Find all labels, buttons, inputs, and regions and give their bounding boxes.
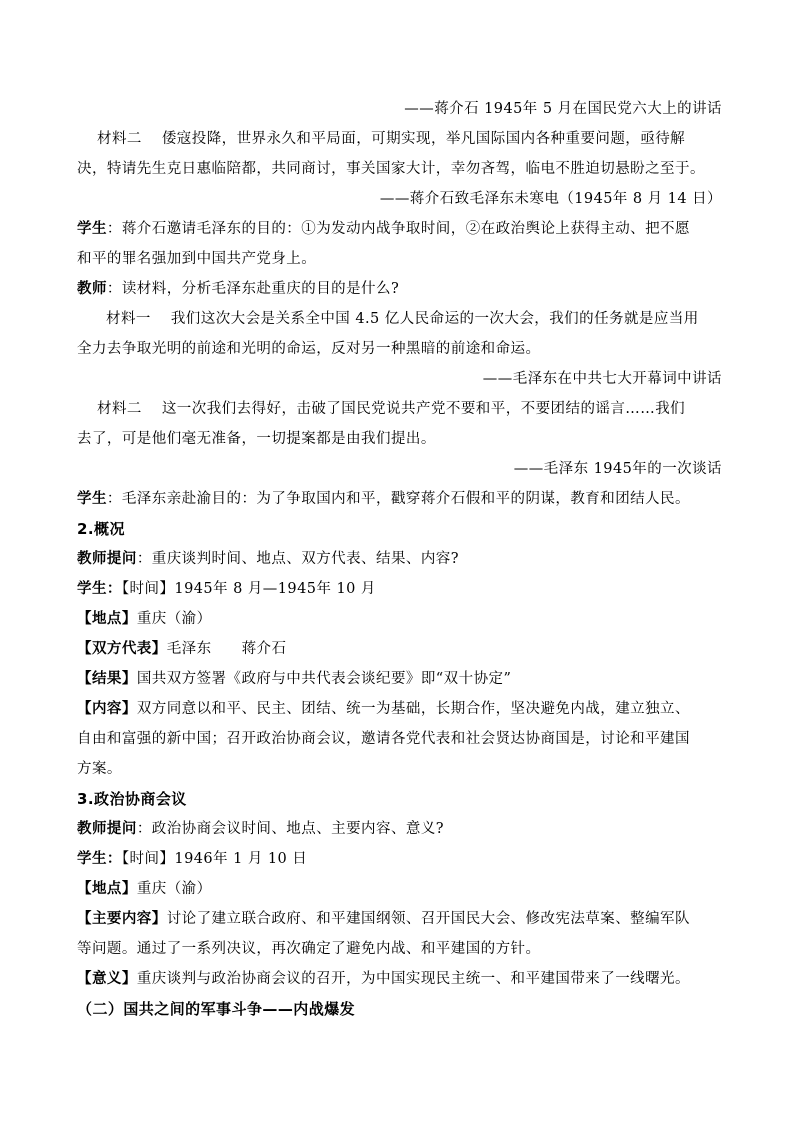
text-line [77,98,722,120]
text-line [77,578,722,600]
text-line [77,668,722,690]
text-line [77,458,722,480]
text-run: 材料二 [97,131,142,147]
text-line [77,698,722,720]
text-line [77,548,722,570]
bold-label: 【主要内容】 [77,910,167,927]
text-line [77,368,722,390]
text-run: 倭寇投降，世界永久和平局面，可期实现，举凡国际国内各种重要问题，亟待解 [161,131,686,147]
bold-label: 教师提问 [77,820,137,837]
text-run: 等问题。通过了一系列决议，再次确定了避免内战、和平建国的方针。 [77,941,541,957]
text-run: 全力去争取光明的前途和光明的命运，反对另一种黑暗的前途和命运。 [77,341,541,357]
text-run: 重庆谈判与政治协商会议的召开，为中国实现民主统一、和平建国带来了一线曙光。 [136,971,690,987]
bold-label: 学生 [77,220,107,237]
text-run: ——蒋介石 1945年 5 月在国民党六大上的讲话 [404,101,722,117]
text-line [77,308,722,330]
text-line [77,398,722,420]
text-run: （二）国共之间的军事斗争——内战爆发 [77,1000,356,1018]
section-heading [77,998,722,1020]
text-line [77,968,722,990]
section-heading [77,788,722,810]
bold-label: 【双方代表】 [77,640,167,657]
text-run: ：重庆谈判时间、地点、双方代表、结果、内容? [136,551,459,567]
text-run: 双方同意以和平、民主、团结、统一为基础，长期合作，坚决避免内战，建立独立、 [136,701,690,717]
bold-label: 【地点】 [77,880,137,897]
text-run: 去了，可是他们毫无准备，一切提案都是由我们提出。 [77,431,436,447]
text-line [77,428,722,450]
bold-label: 学生： [77,850,122,867]
bold-label: 【内容】 [77,700,137,717]
text-run: 重庆（渝） [136,611,212,627]
text-line [77,938,722,960]
text-run: 我们这次大会是关系全中国 4.5 亿人民命运的一次大会，我们的任务就是应当用 [170,311,699,327]
text-run: ：毛泽东亲赴渝目的：为了争取国内和平，戳穿蒋介石假和平的阴谋，教育和团结人民。 [106,491,690,507]
bold-label: 学生： [77,580,122,597]
text-line [77,218,722,240]
text-line [77,488,722,510]
text-line [77,638,722,660]
text-run: 毛泽东 [166,641,212,657]
text-line [77,188,722,210]
text-run: 和平的罪名强加到中国共产党身上。 [77,251,317,267]
text-run: 决，特请先生克日惠临陪都，共同商讨，事关国家大计，幸勿吝驾，临电不胜迫切悬盼之至于。 [77,161,705,177]
text-run: 蒋介石 [241,641,287,657]
text-run: 2.概况 [77,520,125,538]
text-run: 自由和富强的新中国；召开政治协商会议，邀请各党代表和社会贤达协商国是，讨论和平建国 [77,731,690,747]
bold-label: 教师 [77,280,107,297]
text-run: 材料二 [97,401,142,417]
bold-label: 【意义】 [77,970,137,987]
text-line [77,248,722,270]
text-line [77,158,722,180]
text-line [77,848,722,870]
section-heading [77,518,722,540]
text-run: 【时间】1945年 8 月—1945年 10 月 [121,581,376,597]
text-run: 3.政治协商会议 [77,790,187,808]
bold-label: 教师提问 [77,550,137,567]
text-run: ——蒋介石致毛泽东未寒电（1945年 8 月 14 日） [379,191,722,207]
text-line [77,878,722,900]
text-line [77,908,722,930]
text-line [77,128,722,150]
text-line [77,278,722,300]
text-run: ：读材料，分析毛泽东赴重庆的目的是什么? [106,281,400,297]
text-run: 国共双方签署《政府与中共代表会谈纪要》即“双十协定” [136,671,512,687]
document-body [77,98,722,1028]
text-run: 重庆（渝） [136,881,212,897]
text-line [77,818,722,840]
text-run: ：政治协商会议时间、地点、主要内容、意义? [136,821,445,837]
text-run: 【时间】1946年 1 月 10 日 [121,851,308,867]
bold-label: 【地点】 [77,610,137,627]
text-run: 材料一 [106,311,151,327]
text-run: ——毛泽东 1945年的一次谈话 [513,461,722,477]
text-line [77,608,722,630]
text-run: ：蒋介石邀请毛泽东的目的：①为发动内战争取时间，②在政治舆论上获得主动、把不愿 [106,221,690,237]
text-run: ——毛泽东在中共七大开幕词中讲话 [482,371,722,387]
text-line [77,728,722,750]
bold-label: 学生 [77,490,107,507]
bold-label: 【结果】 [77,670,137,687]
text-line [77,338,722,360]
text-line [77,758,722,780]
text-run: 讨论了建立联合政府、和平建国纲领、召开国民大会、修改宪法草案、整编军队 [166,911,690,927]
text-run: 这一次我们去得好，击破了国民党说共产党不要和平，不要团结的谣言……我们 [161,401,686,417]
text-run: 方案。 [77,761,122,777]
